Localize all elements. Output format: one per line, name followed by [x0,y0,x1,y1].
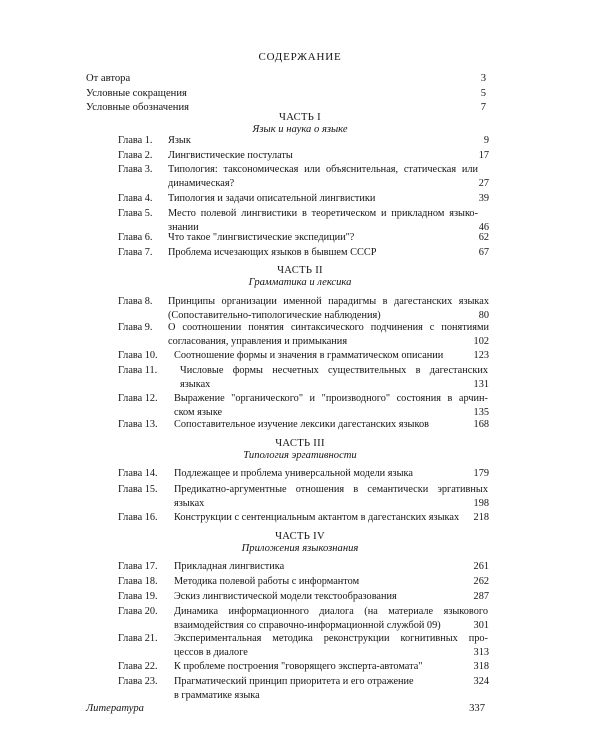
chapter-title: Лингвистические постулаты [168,150,293,161]
toc-page-number: 324 [473,676,489,687]
toc-page-number: 131 [473,379,489,390]
chapter-number: Глава 13. [118,419,158,430]
toc-page-number: 301 [473,620,489,631]
part-subtitle: Приложения языкознания [241,543,359,554]
chapter-title: О соотношении понятия синтаксического подчинения с понятиями [168,322,489,333]
chapter-title: Что такое "лингвистические экспедиции"? [168,232,355,243]
chapter-number: Глава 14. [118,468,158,479]
chapter-number: Глава 7. [118,247,153,258]
toc-page-number: 337 [469,703,485,714]
chapter-title-continued: динамическая? [168,178,235,189]
chapter-number: Глава 17. [118,561,158,572]
toc-page-number: 7 [480,102,486,113]
chapter-number: Глава 2. [118,150,153,161]
toc-page-number: 198 [473,498,489,509]
chapter-title: Соотношение формы и значения в грамматическом описании [174,350,444,361]
chapter-title: Подлежащее и проблема универсальной модели языка [174,468,413,479]
chapter-title-continued: в грамматике языка [174,690,260,701]
chapter-title: Числовые формы несчетных существительных в дагестанских [180,365,488,376]
chapter-number: Глава 1. [118,135,153,146]
chapter-number: Глава 22. [118,661,158,672]
chapter-title-continued: цессов в диалоге [174,647,248,658]
chapter-title: Прагматический принцип приоритета и его отражение [174,676,414,687]
chapter-title-continued: языках [174,498,205,509]
chapter-title: Место полевой лингвистики в теоретическом и прикладном языко- [168,208,478,219]
toc-page-number: 9 [483,135,489,146]
chapter-title: Язык [168,135,191,146]
toc-page-number: 218 [473,512,489,523]
toc-page-number: 80 [478,310,489,321]
chapter-title: Типология: таксономическая или объяснительная, статическая или [168,164,478,175]
chapter-number: Глава 12. [118,393,158,404]
chapter-title: Типология и задачи описательной лингвистики [168,193,376,204]
chapter-number: Глава 3. [118,164,153,175]
chapter-number: Глава 6. [118,232,153,243]
toc-page-number: 27 [478,178,489,189]
toc-front-label: Условные сокращения [86,88,187,99]
chapter-number: Глава 16. [118,512,158,523]
chapter-title: Принципы организации именной парадигмы в дагестанских языках [168,296,489,307]
part-title: ЧАСТЬ IV [275,531,325,542]
toc-front-label: От автора [86,73,131,84]
chapter-title-continued: согласования, управления и примыкания [168,336,348,347]
part-subtitle: Язык и наука о языке [252,124,348,135]
chapter-number: Глава 11. [118,365,158,376]
chapter-title: Проблема исчезающих языков в бывшем СССР [168,247,377,258]
chapter-title: Выражение "органического" и "производного" состояния в арчин- [174,393,488,404]
toc-page-number: 313 [473,647,489,658]
part-title: ЧАСТЬ III [275,438,325,449]
part-title: ЧАСТЬ I [279,112,321,123]
toc-page-number: 67 [478,247,489,258]
toc-page-number: 46 [478,222,489,233]
chapter-number: Глава 15. [118,484,158,495]
chapter-number: Глава 8. [118,296,153,307]
toc-page-number: 261 [473,561,489,572]
chapter-title: Экспериментальная методика реконструкции когнитивных про- [174,633,488,644]
chapter-number: Глава 18. [118,576,158,587]
chapter-title-continued: ском языке [174,407,223,418]
toc-page-number: 3 [480,73,486,84]
toc-page-number: 62 [478,232,489,243]
chapter-title-continued: языках [180,379,211,390]
toc-page-number: 168 [473,419,489,430]
literature-label: Литература [86,703,144,714]
part-subtitle: Грамматика и лексика [248,277,352,288]
chapter-title: Методика полевой работы с информантом [174,576,360,587]
toc-page-number: 262 [473,576,489,587]
toc-page-number: 39 [478,193,489,204]
toc-page-number: 5 [480,88,486,99]
toc-page-number: 135 [473,407,489,418]
chapter-number: Глава 23. [118,676,158,687]
chapter-number: Глава 4. [118,193,153,204]
chapter-number: Глава 5. [118,208,153,219]
chapter-title-continued: взаимодействия со справочно-информационной службой 09) [174,620,441,631]
chapter-number: Глава 10. [118,350,158,361]
toc-page-number: 179 [473,468,489,479]
chapter-number: Глава 20. [118,606,158,617]
toc-front-label: Условные обозначения [86,102,190,113]
chapter-title: Предикатно-аргументные отношения в семантически эргативных [174,484,488,495]
chapter-title-continued: (Сопоставительно-типологические наблюдения) [168,310,381,321]
toc-page-number: 17 [478,150,489,161]
toc-page-number: 102 [473,336,489,347]
chapter-number: Глава 9. [118,322,153,333]
chapter-title-continued: знании [168,222,199,233]
toc-page-number: 123 [473,350,489,361]
chapter-number: Глава 19. [118,591,158,602]
toc-page-number: 287 [473,591,489,602]
part-subtitle: Типология эргативности [243,450,357,461]
chapter-title: Конструкции с сентенциальным актантом в дагестанских языках [174,512,460,523]
toc-page-number: 318 [473,661,489,672]
toc-heading: СОДЕРЖАНИЕ [258,51,342,63]
part-title: ЧАСТЬ II [277,265,323,276]
chapter-title: Эскиз лингвистической модели текстообразования [174,591,397,602]
chapter-title: Динамика информационного диалога (на материале языкового [174,606,488,617]
chapter-number: Глава 21. [118,633,158,644]
chapter-title: Прикладная лингвистика [174,561,285,572]
chapter-title: К проблеме построения "говорящего эксперта-автомата" [174,661,423,672]
chapter-title: Сопоставительное изучение лексики дагестанских языков [174,419,429,430]
